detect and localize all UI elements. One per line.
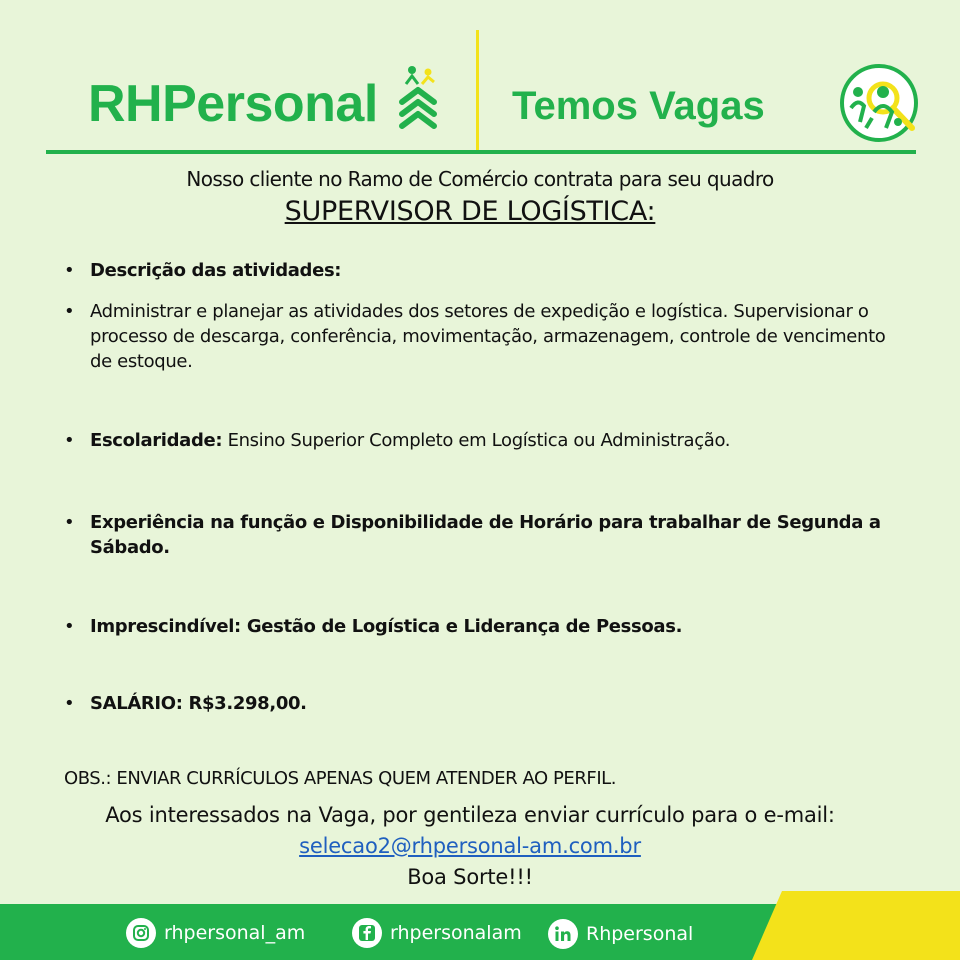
apply-line — [0, 800, 940, 862]
facebook-icon — [352, 918, 382, 948]
list-item — [62, 691, 900, 716]
instagram-icon — [126, 918, 156, 948]
email-link[interactable]: selecao2@rhpersonal-am.com.br — [299, 834, 641, 858]
brand-mark-icon — [398, 62, 438, 130]
linkedin-handle: Rhpersonal — [586, 923, 694, 945]
list-item — [62, 510, 900, 560]
recruitment-seal-icon — [838, 62, 920, 144]
instagram-link[interactable] — [126, 918, 305, 948]
facebook-link[interactable] — [352, 918, 522, 948]
header-rule — [46, 150, 916, 154]
list-item — [62, 258, 900, 283]
application-instructions — [0, 800, 940, 893]
education-text: Ensino Superior Completo em Logística ou Administração. — [227, 430, 731, 451]
list-item — [62, 299, 900, 374]
header-divider — [476, 30, 479, 150]
job-intro: Nosso cliente no Ramo de Comércio contrata para seu quadro — [186, 167, 774, 191]
instagram-handle: rhpersonal_am — [164, 922, 306, 944]
list-item — [62, 428, 900, 453]
good-luck: Boa Sorte!!! — [407, 865, 533, 889]
tagline: Temos Vagas — [512, 84, 765, 128]
essential-text: Imprescindível: Gestão de Logística e Liderança de Pessoas. — [90, 616, 683, 637]
linkedin-icon — [548, 919, 578, 949]
description-text: Administrar e planejar as atividades dos setores de expedição e logística. Supervisionar o processo de descarga, conferência, movimentação, armazenagem, controle de vencimento de estoque. — [90, 301, 886, 372]
footer-accent — [752, 891, 960, 960]
job-title: SUPERVISOR DE LOGÍSTICA: — [284, 196, 656, 227]
experience-text: Experiência na função e Disponibilidade de Horário para trabalhar de Segunda a Sábado. — [90, 512, 881, 558]
linkedin-link[interactable] — [548, 919, 693, 949]
description-heading: Descrição das atividades: — [90, 260, 342, 281]
list-item — [62, 614, 900, 639]
brand-logo-text: RHPersonal — [88, 75, 378, 133]
apply-prefix: Aos interessados na Vaga, por gentileza enviar currículo para o e-mail: — [105, 803, 835, 827]
salary-text: SALÁRIO: R$3.298,00. — [90, 693, 307, 714]
observation: OBS.: ENVIAR CURRÍCULOS APENAS QUEM ATENDER AO PERFIL. — [64, 768, 617, 789]
facebook-handle: rhpersonalam — [390, 922, 522, 944]
education-label: Escolaridade: — [90, 430, 223, 451]
